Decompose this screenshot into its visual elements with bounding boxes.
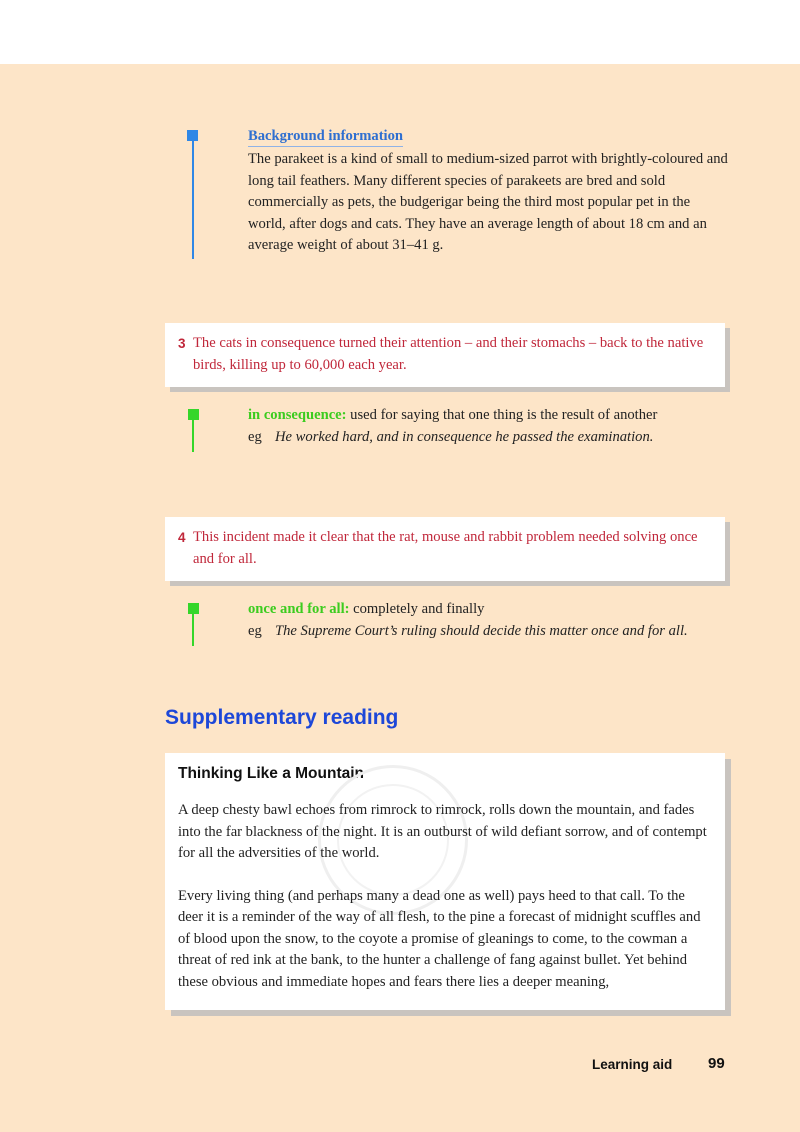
vocab-example: He worked hard, and in consequence he passed the examination. xyxy=(275,428,654,445)
vocab-definition: completely and finally xyxy=(349,601,485,617)
reading-paragraph: Every living thing (and perhaps many a dead one as well) pays heed to that call. To the deer it is a reminder of the way of all flesh, to the pine a forecast of midnight scuffles and of blood upon the snow, to the coyote a promise of gleanings to come, to the cowman a threat of red ink at the bank, to the hunter a challenge of fang against bullet. Yet behind these obvious and immediate hopes and fears there lies a deeper meaning, xyxy=(178,887,701,990)
quote-box-4 xyxy=(165,517,725,581)
background-info-title: Background information xyxy=(248,127,403,147)
vocab-term: once and for all: xyxy=(248,601,350,617)
quote-number: 4 xyxy=(178,530,186,545)
vocab-note-3 xyxy=(248,405,738,448)
page-number: 99 xyxy=(708,1055,725,1072)
footer-label: Learning aid xyxy=(592,1057,673,1072)
vocab-marker xyxy=(188,603,199,614)
quote-text: This incident made it clear that the rat, mouse and rabbit problem needed solving once and for all. xyxy=(193,529,698,567)
reading-paragraph: A deep chesty bawl echoes from rimrock to rimrock, rolls down the mountain, and fades into the far blackness of the night. It is an outburst of wild defiant sorrow, and of contempt for all the adversities of the world. xyxy=(178,802,707,861)
vocab-definition: used for saying that one thing is the result of another xyxy=(346,407,658,423)
supplementary-heading: Supplementary reading xyxy=(165,706,399,729)
vocab-note-4 xyxy=(248,599,738,642)
eg-label: eg xyxy=(248,622,262,639)
quote-box-3 xyxy=(165,323,725,387)
vocab-definition-line xyxy=(248,405,738,427)
reading-title: Thinking Like a Mountain xyxy=(178,765,364,782)
vocab-line xyxy=(192,420,194,452)
eg-label: eg xyxy=(248,428,262,445)
vocab-line xyxy=(192,614,194,646)
vocab-term: in consequence: xyxy=(248,407,347,423)
background-info-marker xyxy=(187,130,198,141)
background-info-text: The parakeet is a kind of small to medium-sized parrot with brightly-coloured and long tail feathers. Many different species of parakeets are bred and sold commercially as pets, the budgerigar being the third most popular pet in the world, after dogs and cats. They have an average length of about 18 cm and an average weight of about 31–41 g. xyxy=(248,151,728,253)
vocab-definition-line xyxy=(248,599,738,621)
quote-number: 3 xyxy=(178,336,186,351)
vocab-example-line xyxy=(248,621,738,643)
vocab-example: The Supreme Court’s ruling should decide this matter once and for all. xyxy=(275,622,688,639)
quote-text: The cats in consequence turned their attention – and their stomachs – back to the native birds, killing up to 60,000 each year. xyxy=(193,335,704,373)
vocab-example-line xyxy=(248,427,738,449)
background-info xyxy=(248,126,728,257)
reading-box xyxy=(165,753,725,1010)
background-info-line xyxy=(192,141,194,259)
vocab-marker xyxy=(188,409,199,420)
